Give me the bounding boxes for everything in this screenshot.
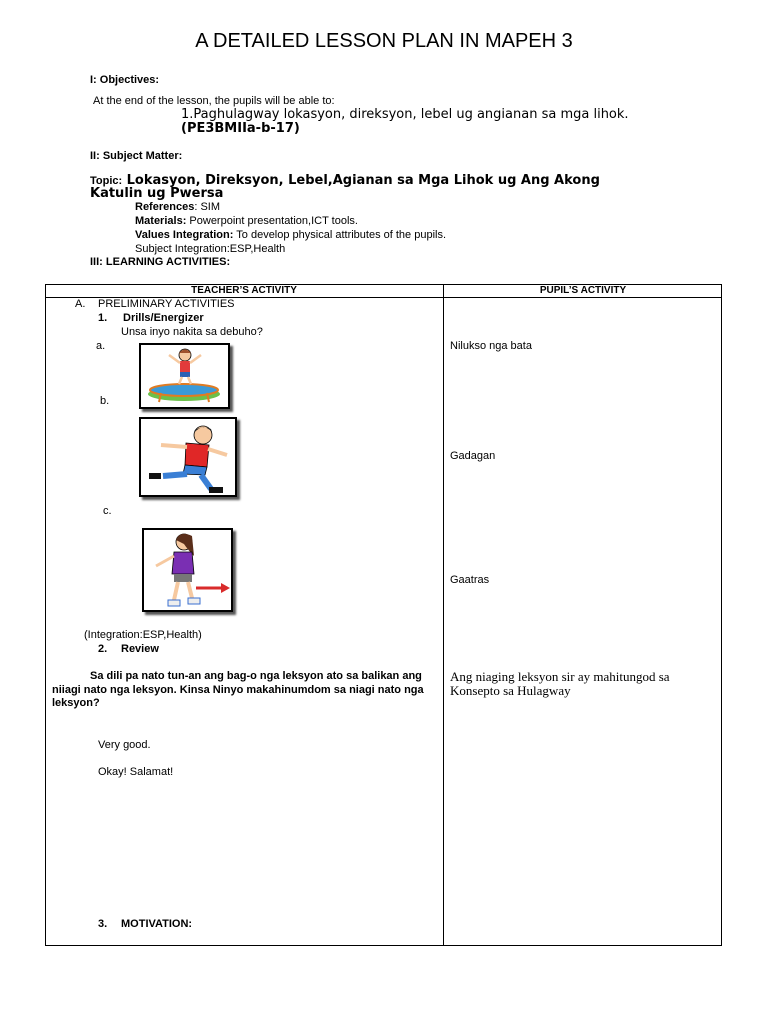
salamat-text: Okay! Salamat! [98,766,174,778]
section-a-marker: A. [75,298,86,310]
item-c-label: c. [103,505,112,517]
drills-marker: 1. [98,312,108,324]
motivation-marker: 3. [98,918,108,930]
values-line [135,229,446,241]
materials-value: Powerpoint presentation,ICT tools. [186,215,358,227]
item-a-label: a. [96,340,106,352]
item-b-label: b. [100,395,110,407]
document-title: A DETAILED LESSON PLAN IN MAPEH 3 [195,30,573,52]
references-value: : SIM [194,201,220,213]
very-good-text: Very good. [98,739,151,751]
pupil-review-answer: Ang niaging leksyon sir ay mahitungod sa Konsepto sa Hulagway [450,669,670,698]
drills-title: Drills/Energizer [123,312,204,324]
teacher-column-header: TEACHER’S ACTIVITY [191,285,297,296]
objectives-intro: At the end of the lesson, the pupils will be able to: [93,95,335,107]
objective-code: (PE3BMIIa-b-17) [181,121,300,136]
topic-label: Topic: [90,175,123,187]
section-a-title: PRELIMINARY ACTIVITIES [98,298,235,310]
subject-matter-heading: II: Subject Matter: [90,150,183,162]
running-boy-image [139,417,237,497]
activities-heading: III: LEARNING ACTIVITIES: [90,256,231,268]
pupil-answer-b: Gadagan [450,450,496,462]
values-value: To develop physical attributes of the pupils. [233,229,447,241]
values-label: Values Integration: [135,229,234,241]
references-label: References [135,201,195,213]
table-column-divider [443,284,444,946]
walking-backward-girl-image [142,528,233,612]
integration-note: (Integration:ESP,Health) [84,629,202,641]
pupil-answer-c: Gaatras [450,574,490,586]
references-line [135,201,220,213]
pupil-column-header: PUPIL’S ACTIVITY [539,285,627,296]
review-title: Review [121,643,159,655]
topic-title: Lokasyon, Direksyon, Lebel,Agianan sa Mga Lihok ug Ang Akong [126,173,600,188]
topic-title-cont: Katulin ug Pwersa [90,186,224,201]
materials-label: Materials: [135,215,187,227]
jumping-child-image [139,343,230,409]
materials-line [135,215,358,227]
objective-item: 1.Paghulagway lokasyon, direksyon, lebel ug angianan sa mga lihok. [181,107,629,122]
review-marker: 2. [98,643,108,655]
motivation-title: MOTIVATION: [121,918,193,930]
objectives-heading: I: Objectives: [90,74,160,86]
subject-integration: Subject Integration:ESP,Health [135,243,286,255]
pupil-answer-a: Nilukso nga bata [450,340,532,352]
drills-question: Unsa inyo nakita sa debuho? [121,326,263,338]
review-prompt: Sa dili pa nato tun-an ang bag-o nga leksyon ato sa balikan ang niiagi nato nga leksyon. Kinsa Ninyo makahinumdom sa niagi nato nga leksyon? [52,670,424,709]
